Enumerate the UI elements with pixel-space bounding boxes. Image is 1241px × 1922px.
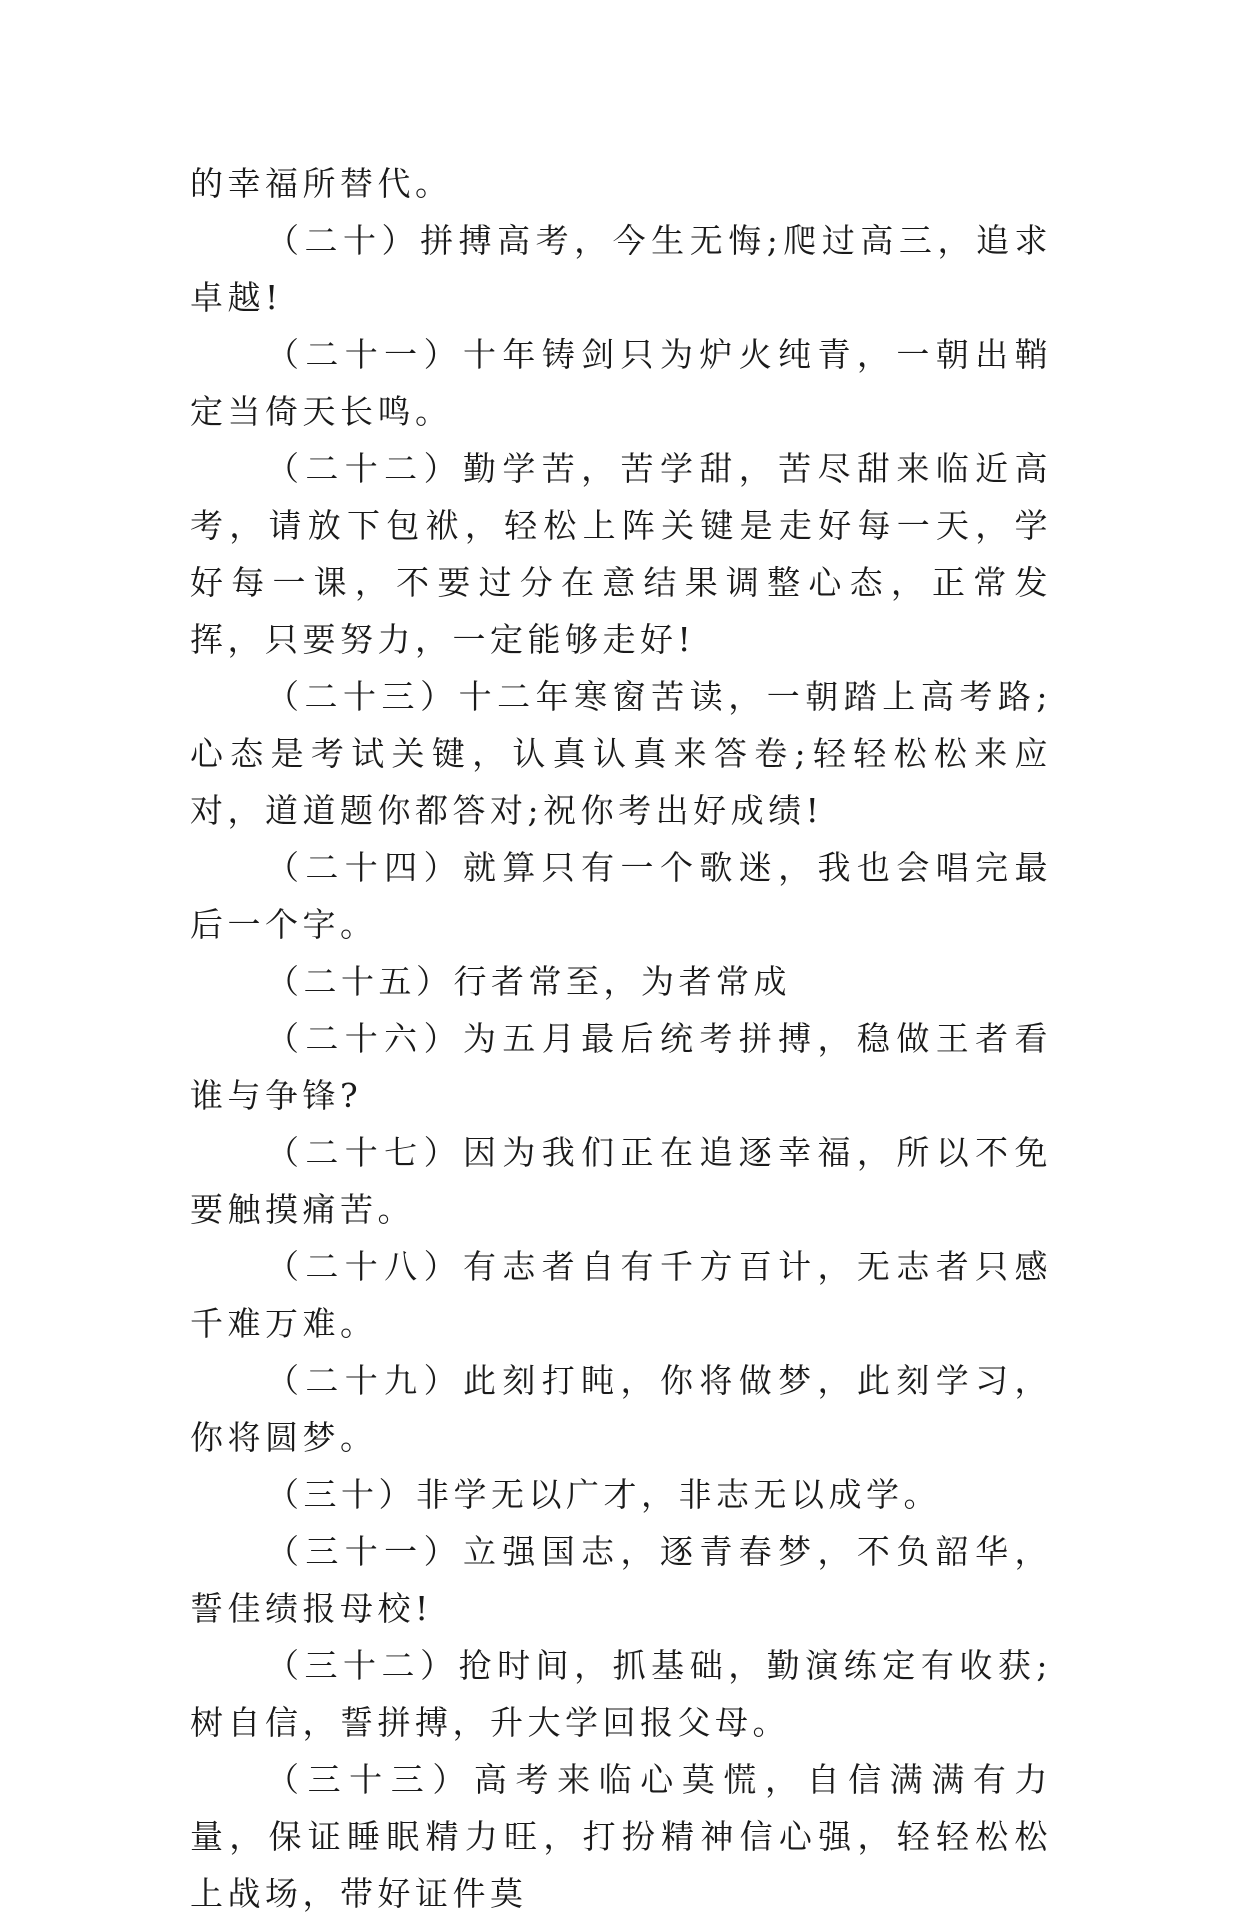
paragraph-32: （三十二）抢时间，抓基础，勤演练定有收获;树自信，誓拼搏，升大学回报父母。 xyxy=(190,1646,1052,1742)
paragraph-25: （二十五）行者常至，为者常成 xyxy=(266,962,791,1001)
paragraph-22: （二十二）勤学苦，苦学甜，苦尽甜来临近高考，请放下包袱，轻松上阵关键是走好每一天，学好每一课，不要过分在意结果调整心态，正常发挥，只要努力，一定能够走好! xyxy=(190,449,1052,659)
document-body xyxy=(190,155,1052,1922)
paragraph-21: （二十一）十年铸剑只为炉火纯青，一朝出鞘定当倚天长鸣。 xyxy=(190,335,1052,431)
paragraph-30: （三十）非学无以广才，非志无以成学。 xyxy=(266,1475,941,1514)
paragraph-continuation: 的幸福所替代。 xyxy=(190,164,453,203)
paragraph-33: （三十三）高考来临心莫慌，自信满满有力量，保证睡眠精力旺，打扮精神信心强，轻轻松松上战场，带好证件莫 xyxy=(190,1760,1052,1913)
paragraph-31: （三十一）立强国志，逐青春梦，不负韶华，誓佳绩报母校! xyxy=(190,1532,1052,1628)
paragraph-28: （二十八）有志者自有千方百计，无志者只感千难万难。 xyxy=(190,1247,1052,1343)
paragraph-26: （二十六）为五月最后统考拼搏，稳做王者看谁与争锋? xyxy=(190,1019,1052,1115)
paragraph-27: （二十七）因为我们正在追逐幸福，所以不免要触摸痛苦。 xyxy=(190,1133,1052,1229)
paragraph-23: （二十三）十二年寒窗苦读，一朝踏上高考路;心态是考试关键，认真认真来答卷;轻轻松松来应对，道道题你都答对;祝你考出好成绩! xyxy=(190,677,1052,830)
paragraph-29: （二十九）此刻打盹，你将做梦，此刻学习，你将圆梦。 xyxy=(190,1361,1052,1457)
paragraph-20: （二十）拼搏高考，今生无悔;爬过高三，追求卓越! xyxy=(190,221,1052,317)
paragraph-24: （二十四）就算只有一个歌迷，我也会唱完最后一个字。 xyxy=(190,848,1052,944)
